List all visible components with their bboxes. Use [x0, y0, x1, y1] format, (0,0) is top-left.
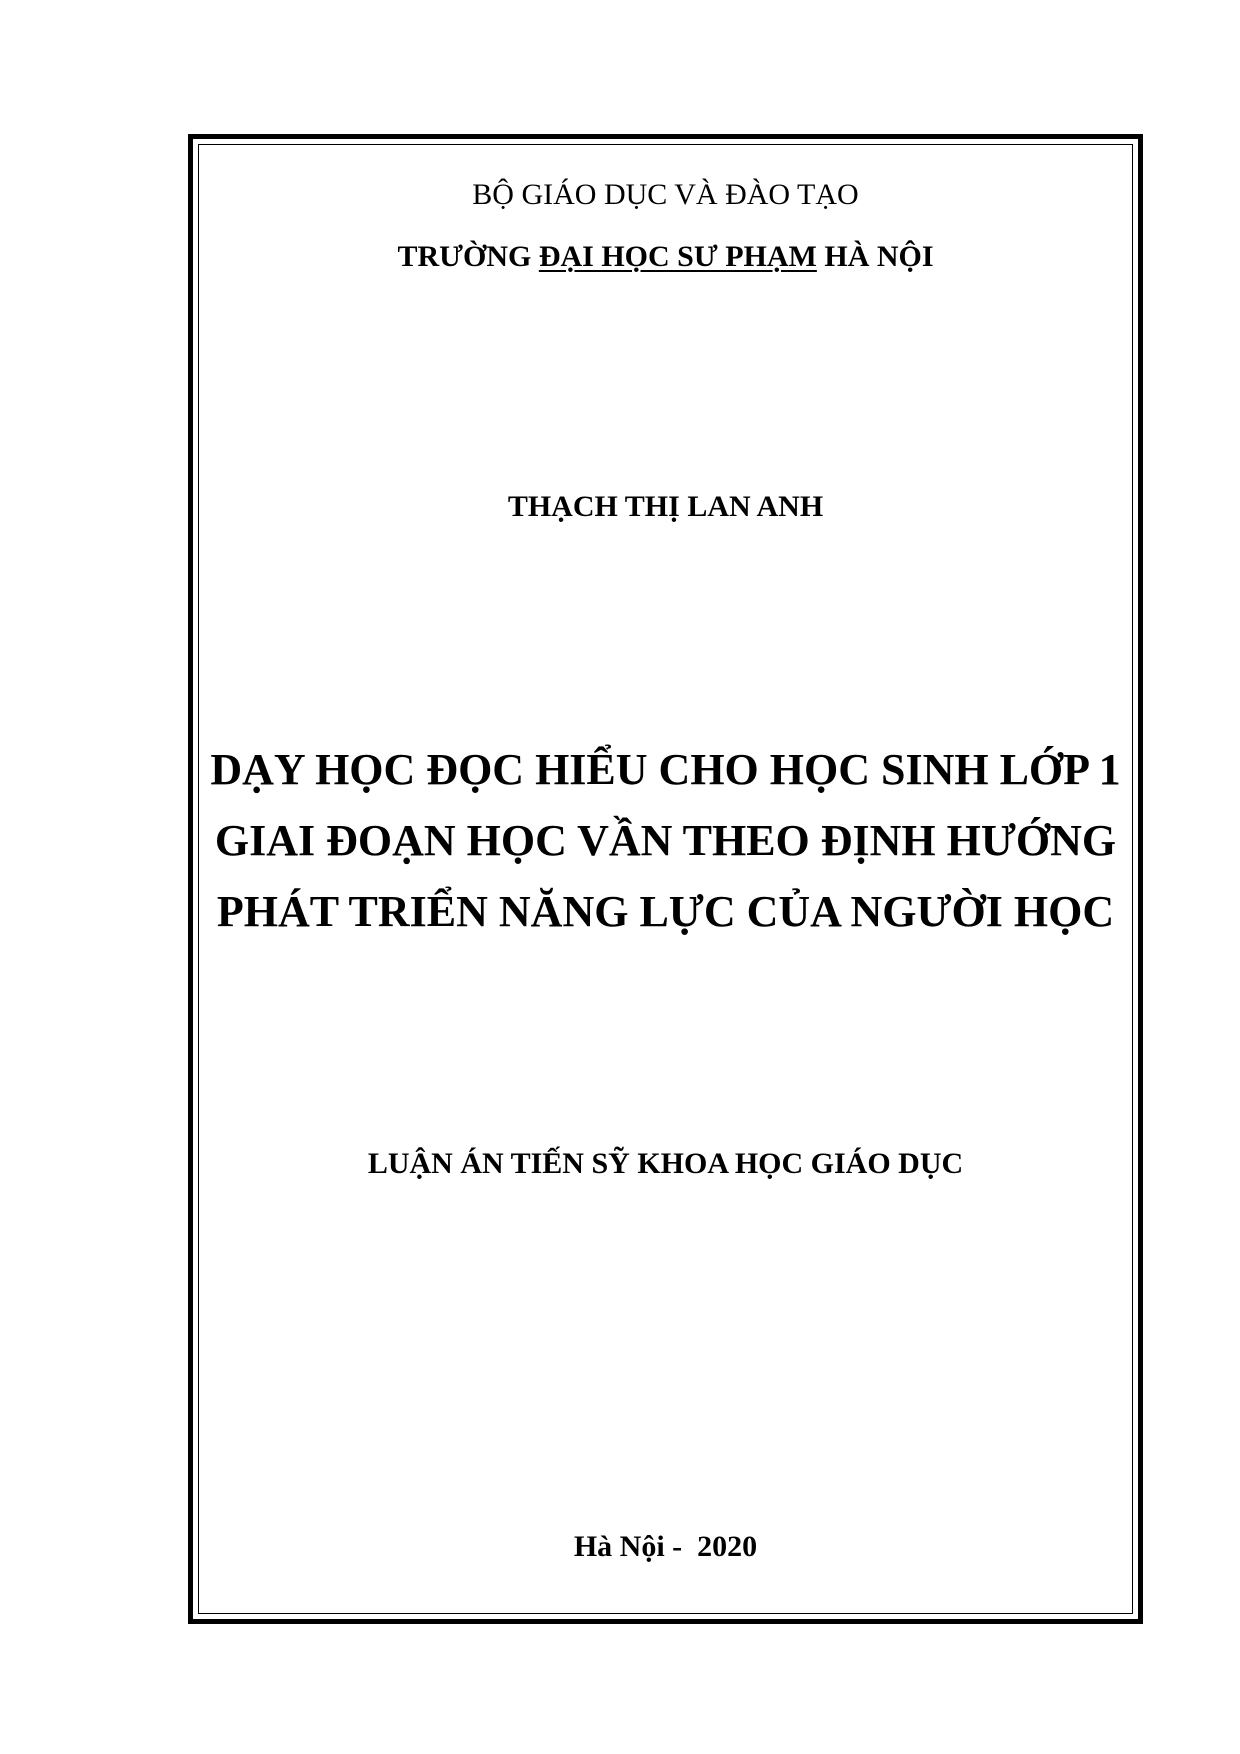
degree-label: LUẬN ÁN TIẾN SỸ KHOA HỌC GIÁO DỤC	[367, 1147, 964, 1180]
page-border-inner	[198, 144, 1133, 1614]
thesis-title-line-1: DẠY HỌC ĐỌC HIỂU CHO HỌC SINH LỚP 1	[210, 745, 1121, 794]
thesis-title-line-2: GIAI ĐOẠN HỌC VẦN THEO ĐỊNH HƯỚNG	[214, 816, 1117, 865]
university-suffix: HÀ NỘI	[816, 240, 934, 273]
thesis-title-line-3: PHÁT TRIỂN NĂNG LỰC CỦA NGƯỜI HỌC	[216, 887, 1115, 936]
author-name: THẠCH THỊ LAN ANH	[507, 490, 824, 523]
university-name	[198, 240, 1133, 274]
university-underlined: ĐẠI HỌC SƯ PHẠM	[538, 240, 817, 273]
ministry-name: BỘ GIÁO DỤC VÀ ĐÀO TẠO	[472, 178, 859, 211]
place-and-year: Hà Nội - 2020	[573, 1530, 758, 1563]
university-prefix: TRƯỜNG	[397, 240, 539, 273]
